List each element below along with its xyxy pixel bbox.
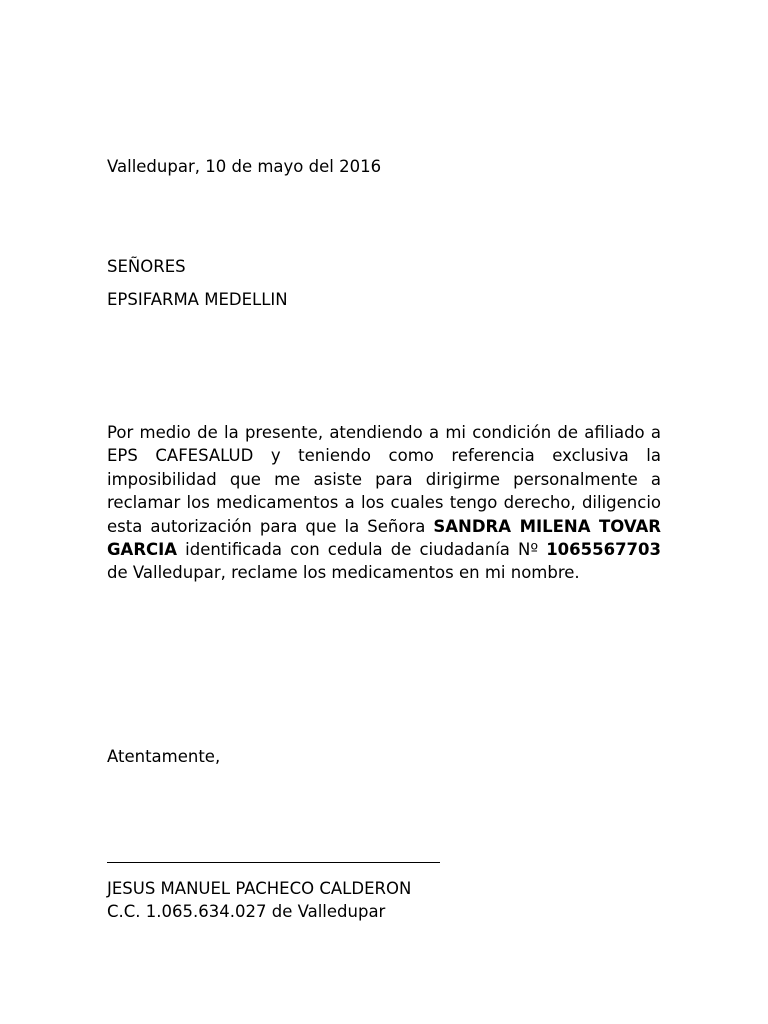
authorized-person-id: 1065567703	[546, 540, 661, 560]
letter-body	[107, 421, 661, 585]
signer-id: C.C. 1.065.634.027 de Valledupar	[107, 902, 386, 921]
signer-name: JESUS MANUEL PACHECO CALDERON	[107, 879, 412, 898]
letter-closing: Atentamente,	[107, 747, 221, 766]
signature-line	[107, 862, 440, 863]
recipient-salutation: SEÑORES	[107, 257, 186, 276]
body-text-part3: de Valledupar, reclame los medicamentos en mi nombre.	[107, 563, 580, 583]
body-text-part2: identificada con cedula de ciudadanía Nº	[177, 540, 547, 560]
body-text-part1: Por medio de la presente, atendiendo a mi condición de afiliado a EPS CAFESALUD y teniendo como referencia exclusiva la imposibilidad que me asiste para dirigirme personalmente a reclamar los medicamentos a los cuales tengo derecho, diligencio esta autorización para que la Señora	[107, 423, 661, 536]
letter-date: Valledupar, 10 de mayo del 2016	[107, 157, 382, 176]
authorized-person-name: SANDRA MILENA TOVAR GARCIA	[107, 516, 661, 560]
recipient-name: EPSIFARMA MEDELLIN	[107, 290, 288, 309]
